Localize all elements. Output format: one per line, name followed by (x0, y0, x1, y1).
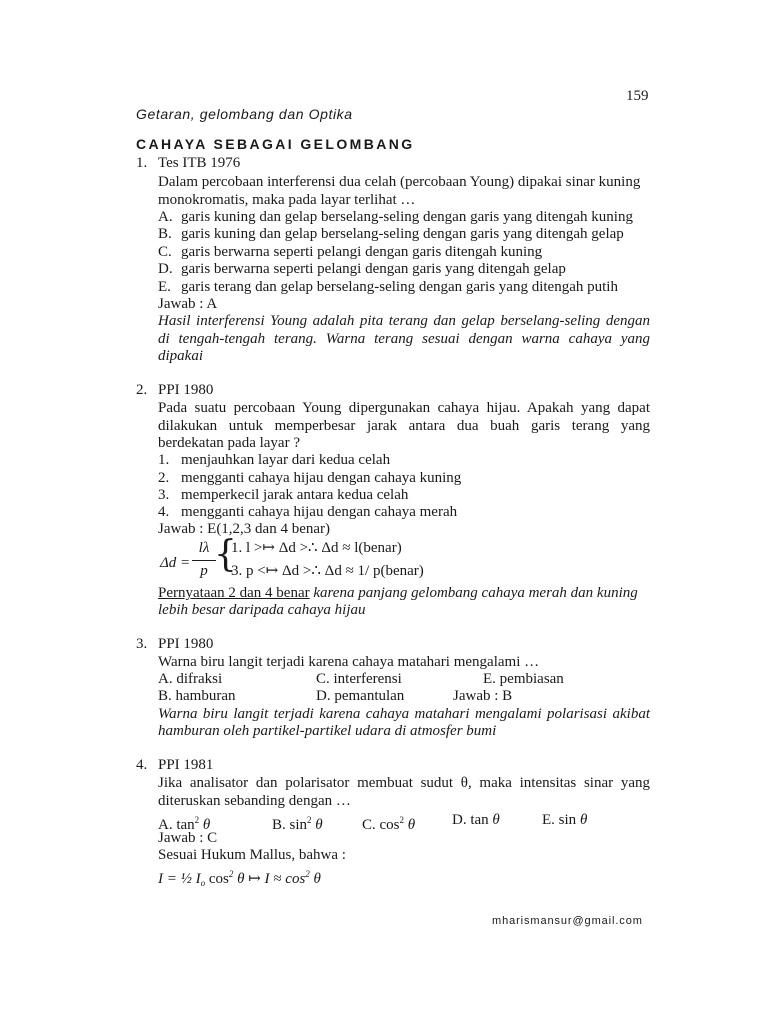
item-text: mengganti cahaya hijau dengan cahaya merah (181, 504, 458, 520)
curly-brace-icon: { (214, 534, 237, 575)
option-d: D. pemantulan (316, 688, 405, 704)
question-stem: diteruskan sebanding dengan … (158, 793, 351, 809)
item-label: 4. (158, 504, 170, 520)
explanation-text: Warna biru langit terjadi karena cahaya matahari mengalami polarisasi akibat (158, 706, 650, 722)
explanation-underlined: Pernyataan 2 dan 4 benar (158, 585, 310, 601)
option-text: garis terang dan gelap berselang-seling dengan garis yang ditengah putih (181, 279, 618, 295)
option-c: C. interferensi (316, 671, 402, 687)
page-number: 159 (626, 88, 649, 104)
option-e (542, 812, 587, 829)
explanation-text (158, 585, 638, 602)
option-var: θ (315, 817, 323, 833)
option-power: 2 (399, 815, 405, 825)
question-stem: monokromatis, maka pada layar terlihat … (158, 192, 416, 208)
answer-text: Jawab : A (158, 296, 218, 312)
explanation-text: lebih besar daripada cahaya hijau (158, 602, 366, 618)
question-source: PPI 1980 (158, 382, 214, 398)
option-func: tan (470, 812, 489, 828)
option-label: B. (272, 817, 286, 833)
formula-denominator: p (200, 563, 208, 579)
option-b: B. hamburan (158, 688, 236, 704)
item-label: 1. (158, 452, 170, 468)
option-d (452, 812, 500, 829)
option-text: garis kuning dan gelap berselang-seling dengan garis yang ditengah gelap (181, 226, 624, 242)
section-title: CAHAYA SEBAGAI GELOMBANG (136, 136, 415, 152)
question-stem: Pada suatu percobaan Young dipergunakan cahaya hijau. Apakah yang dapat (158, 400, 650, 416)
option-power: 2 (194, 815, 200, 825)
question-number: 3. (136, 636, 148, 652)
question-stem: Dalam percobaan interferensi dua celah (percobaan Young) dipakai sinar kuning (158, 174, 641, 190)
option-var: θ (407, 817, 416, 833)
formula-case-2: 3. p <↦ Δd >∴ Δd ≈ 1/ p(benar) (231, 563, 424, 579)
explanation-text: Hasil interferensi Young adalah pita terang dan gelap berselang-seling dengan (158, 313, 650, 329)
explanation-text: Sesuai Hukum Mallus, bahwa : (158, 847, 346, 863)
formula-subscript: o (200, 878, 206, 888)
item-text: memperkecil jarak antara kedua celah (181, 487, 409, 503)
item-label: 3. (158, 487, 170, 503)
formula-superscript: 2 (228, 869, 234, 879)
question-stem: Warna biru langit terjadi karena cahaya matahari mengalami … (158, 654, 540, 670)
formula-case-1: 1. l >↦ Δd >∴ Δd ≈ l(benar) (231, 540, 402, 556)
formula-part: θ ↦ I ≈ cos (233, 871, 306, 887)
question-number: 2. (136, 382, 148, 398)
option-a: A. difraksi (158, 671, 223, 687)
footer-email: mharismansur@gmail.com (492, 915, 643, 927)
option-label: E. (158, 279, 171, 295)
option-b (272, 812, 323, 834)
formula-superscript: 2 (305, 869, 310, 879)
formula-part: I = ½ I (158, 871, 201, 887)
option-func: tan (176, 817, 195, 833)
item-text: mengganti cahaya hijau dengan cahaya kuning (181, 470, 462, 486)
option-power: 2 (307, 815, 312, 825)
option-label: A. (158, 817, 173, 833)
option-text: garis berwarna seperti pelangi dengan garis ditengah kuning (181, 244, 543, 260)
chapter-title: Getaran, gelombang dan Optika (136, 106, 353, 122)
option-label: D. (452, 812, 467, 828)
option-var: θ (492, 812, 500, 828)
item-label: 2. (158, 470, 170, 486)
option-func: sin (289, 817, 308, 833)
question-source: Tes ITB 1976 (158, 155, 241, 171)
formula-numerator: lλ (198, 540, 210, 556)
formula-part: cos (205, 871, 229, 887)
explanation-text: hamburan oleh partikel-partikel udara di atmosfer bumi (158, 723, 497, 739)
option-label: E. (542, 812, 555, 828)
option-label: D. (158, 261, 173, 277)
option-label: B. (158, 226, 172, 242)
option-text: garis berwarna seperti pelangi dengan garis yang ditengah gelap (181, 261, 566, 277)
question-number: 4. (136, 757, 148, 773)
option-func: sin (558, 812, 577, 828)
option-var: θ (202, 817, 211, 833)
option-func: cos (379, 817, 400, 833)
item-text: menjauhkan layar dari kedua celah (181, 452, 391, 468)
option-c (362, 812, 415, 834)
option-e: E. pembiasan (483, 671, 564, 687)
option-label: C. (362, 817, 376, 833)
question-source: PPI 1981 (158, 757, 214, 773)
option-label: A. (158, 209, 173, 225)
explanation-italic: karena panjang gelombang cahaya merah dan kuning (309, 585, 638, 601)
formula-lhs: Δd = (160, 555, 191, 571)
question-stem: dilakukan untuk memperbesar jarak antara dua buah garis terang yang (158, 418, 650, 434)
fraction-bar (192, 560, 216, 561)
explanation-text: dipakai (158, 348, 203, 364)
option-label: C. (158, 244, 172, 260)
question-number: 1. (136, 155, 148, 171)
explanation-text: di tengah-tengah terang. Warna terang sesuai dengan warna cahaya yang (158, 331, 650, 347)
option-text: garis kuning dan gelap berselang-seling dengan garis yang ditengah kuning (181, 209, 633, 225)
question-stem: berdekatan pada layar ? (158, 435, 300, 451)
question-source: PPI 1980 (158, 636, 214, 652)
formula-malus (158, 866, 321, 892)
answer-text: Jawab : B (453, 688, 513, 704)
option-var: θ (579, 812, 588, 828)
answer-text: Jawab : C (158, 830, 218, 846)
answer-text: Jawab : E(1,2,3 dan 4 benar) (158, 521, 331, 537)
formula-part: θ (309, 871, 321, 887)
question-stem: Jika analisator dan polarisator membuat sudut θ, maka intensitas sinar yang (158, 775, 650, 791)
